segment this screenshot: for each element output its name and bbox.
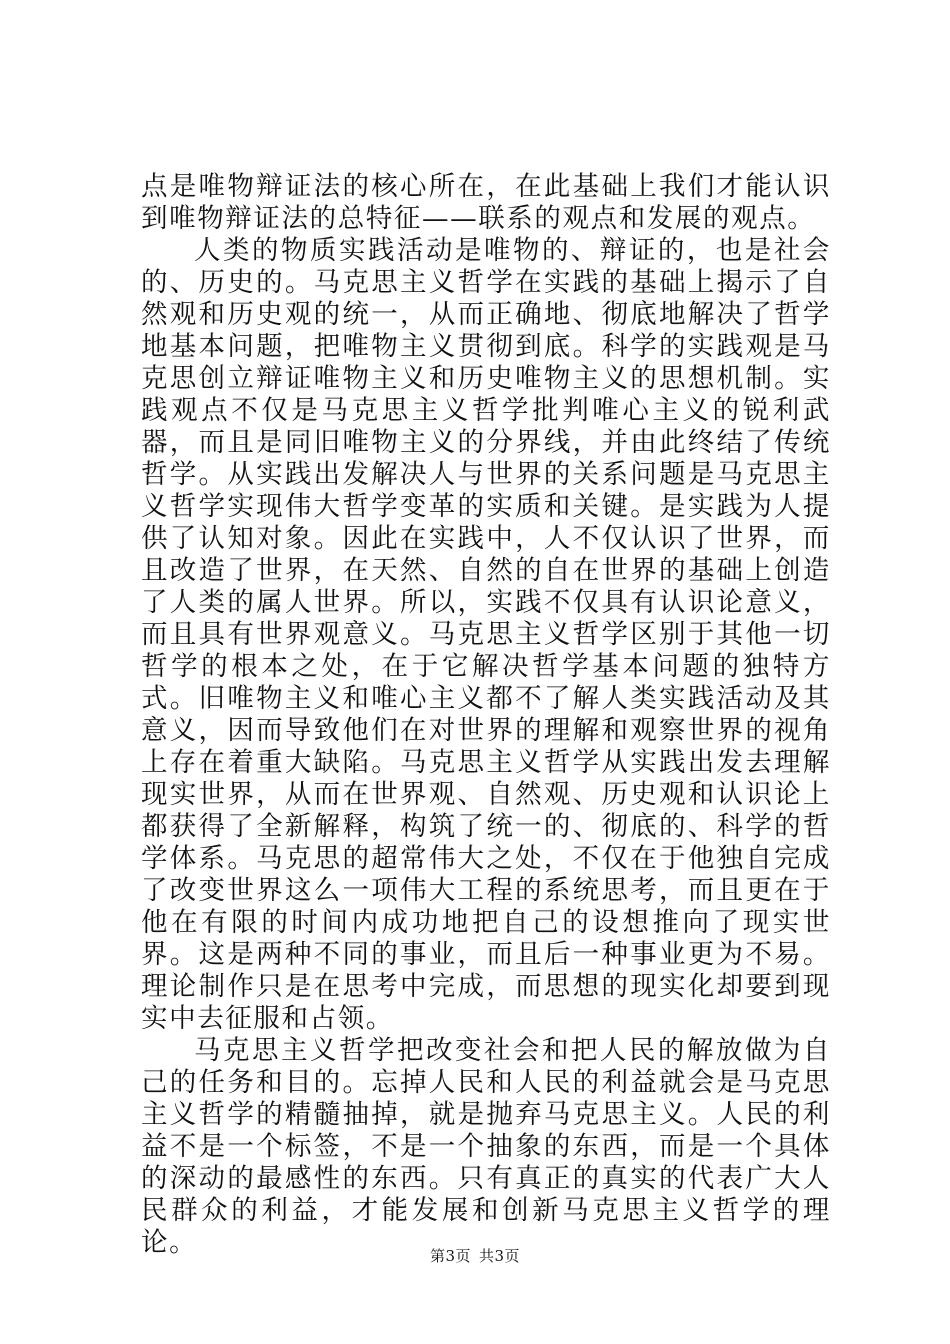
document-body bbox=[141, 171, 831, 1259]
paragraph-practice: 人类的物质实践活动是唯物的、辩证的，也是社会的、历史的。马克思主义哲学在实践的基础上揭示了自然观和历史观的统一，从而正确地、彻底地解决了哲学地基本问题，把唯物主义贯彻到底。科学的实践观是马克思创立辩证唯物主义和历史唯物主义的思想机制。实践观点不仅是马克思主义哲学批判唯心主义的锐利武器，而且是同旧唯物主义的分界线，并由此终结了传统哲学。从实践出发解决人与世界的关系问题是马克思主义哲学实现伟大哲学变革的实质和关键。是实践为人提供了认知对象。因此在实践中，人不仅认识了世界，而且改造了世界，在天然、自然的自在世界的基础上创造了人类的属人世界。所以，实践不仅具有认识论意义，而且具有世界观意义。马克思主义哲学区别于其他一切哲学的根本之处，在于它解决哲学基本问题的独特方式。旧唯物主义和唯心主义都不了解人类实践活动及其意义，因而导致他们在对世界的理解和观察世界的视角上存在着重大缺陷。马克思主义哲学从实践出发去理解现实世界，从而在世界观、自然观、历史观和认识论上都获得了全新解释，构筑了统一的、彻底的、科学的哲学体系。马克思的超常伟大之处，不仅在于他独自完成了改变世界这么一项伟大工程的系统思考，而且更在于他在有限的时间内成功地把自己的设想推向了现实世界。这是两种不同的事业，而且后一种事业更为不易。理论制作只是在思考中完成，而思想的现实化却要到现实中去征服和占领。 bbox=[141, 235, 831, 1034]
page-number-current: 第3页 bbox=[429, 1247, 471, 1265]
paragraph-people: 马克思主义哲学把改变社会和把人民的解放做为自己的任务和目的。忘掉人民和人民的利益就会是马克思主义哲学的精髓抽掉，就是抛弃马克思主义。人民的利益不是一个标签，不是一个抽象的东西，而是一个具体的深动的最感性的东西。只有真正的真实的代表广大人民群众的利益，才能发展和创新马克思主义哲学的理论。 bbox=[141, 1035, 831, 1258]
page-footer bbox=[0, 1245, 950, 1266]
paragraph-continuation: 点是唯物辩证法的核心所在，在此基础上我们才能认识到唯物辩证法的总特征——联系的观点和发展的观点。 bbox=[141, 171, 831, 234]
page-number-total: 共3页 bbox=[479, 1247, 521, 1265]
